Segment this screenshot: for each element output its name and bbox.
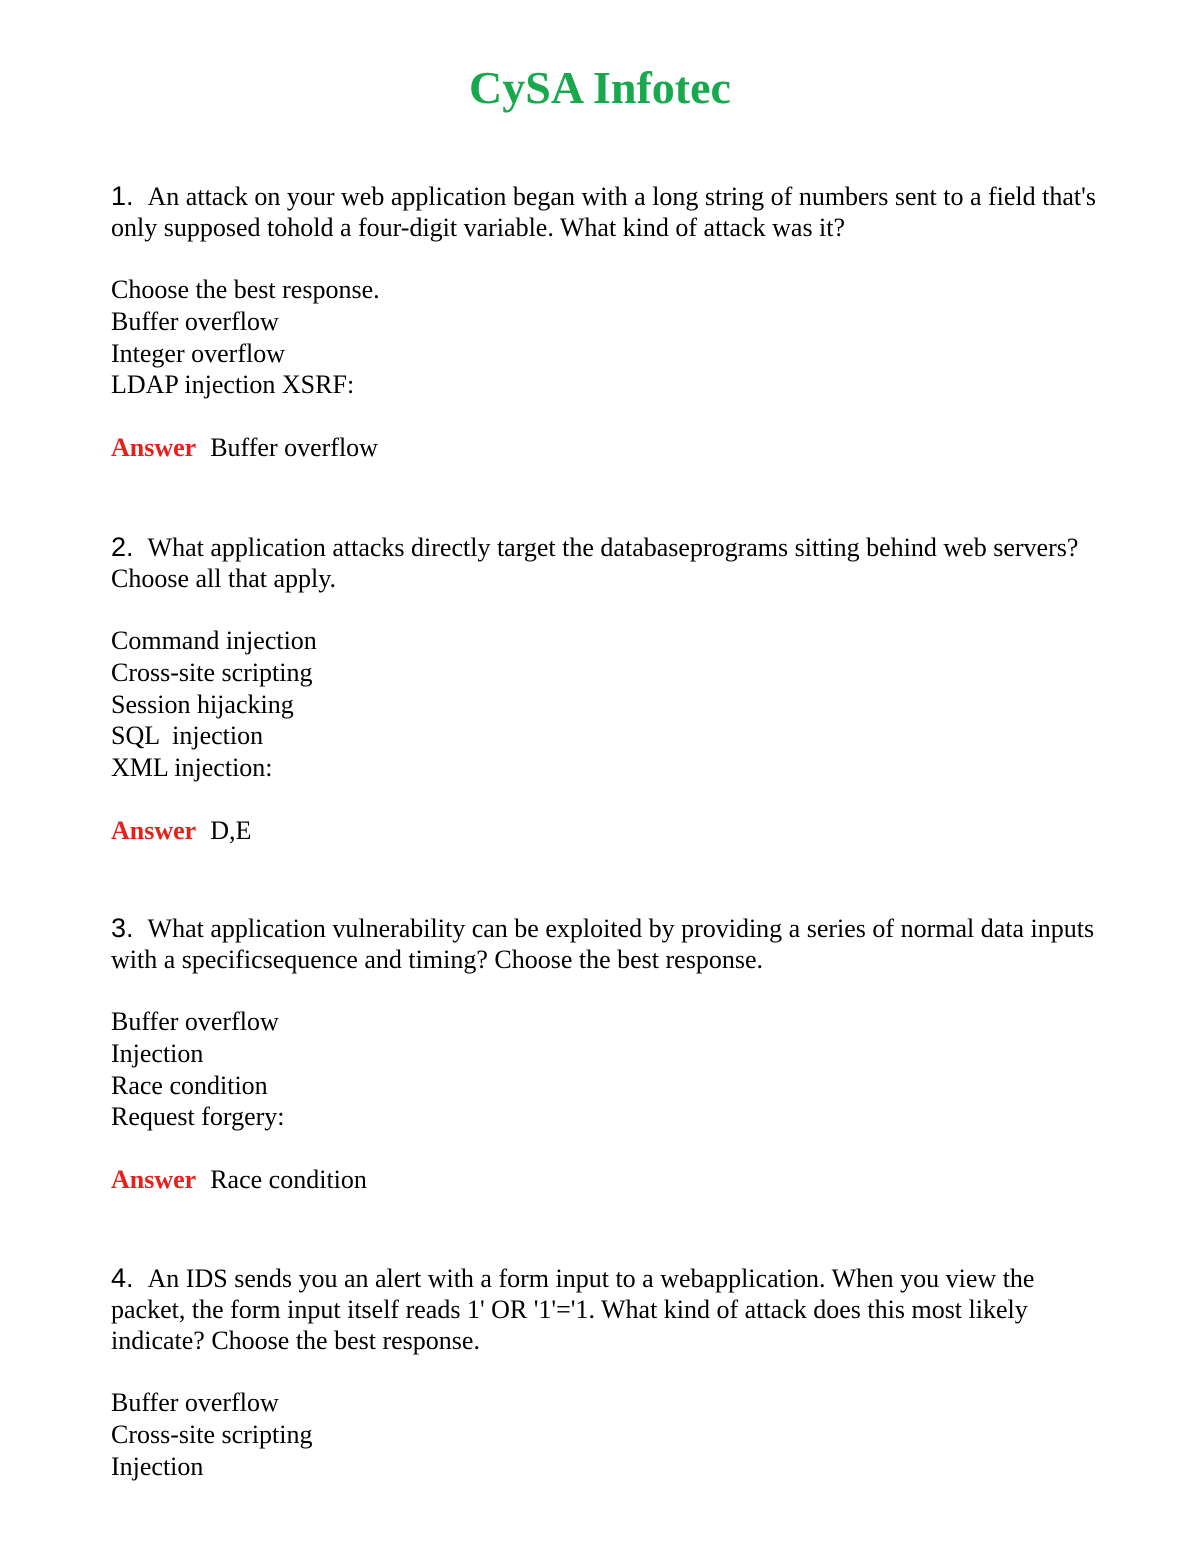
options-list xyxy=(111,274,1101,401)
option-item: Integer overflow xyxy=(111,338,285,368)
question-number: 2. xyxy=(111,532,134,562)
option-item: Command injection xyxy=(111,626,317,655)
question-block-4 xyxy=(111,1263,1101,1482)
question-2 xyxy=(111,532,1101,594)
question-block-1 xyxy=(111,181,1101,463)
option-item: Choose the best response. xyxy=(111,275,380,304)
option-item: Injection xyxy=(111,1451,204,1481)
answer-line xyxy=(111,432,1101,463)
answer-label: Answer xyxy=(111,1165,197,1195)
question-text: What application attacks directly target the databaseprograms sitting behind web servers? Choose all that apply. xyxy=(111,533,1079,593)
options-list xyxy=(111,625,1101,784)
option-item: Cross-site scripting xyxy=(111,657,313,687)
options-list xyxy=(111,1387,1101,1482)
answer-label: Answer xyxy=(111,433,197,463)
option-item: Buffer overflow xyxy=(111,1007,279,1036)
question-text: An attack on your web application began with a long string of numbers sent to a field that's only supposed tohold a four-digit variable. What kind of attack was it? xyxy=(111,182,1096,242)
option-item: Session hijacking xyxy=(111,689,294,719)
option-item: Injection xyxy=(111,1038,204,1068)
answer-value: Race condition xyxy=(210,1165,367,1195)
option-item: Cross-site scripting xyxy=(111,1419,313,1449)
answer-value: D,E xyxy=(210,815,252,845)
answer-line xyxy=(111,1164,1101,1195)
document-title: CySA Infotec xyxy=(469,62,731,113)
question-3 xyxy=(111,913,1101,975)
question-number: 3. xyxy=(111,913,134,943)
question-4 xyxy=(111,1263,1101,1356)
question-1 xyxy=(111,181,1101,243)
option-item: Race condition xyxy=(111,1070,268,1100)
question-block-2 xyxy=(111,532,1101,846)
answer-value: Buffer overflow xyxy=(210,433,378,463)
question-number: 1. xyxy=(111,181,134,211)
option-item: LDAP injection XSRF: xyxy=(111,370,355,400)
answer-line xyxy=(111,815,1101,846)
question-block-3 xyxy=(111,913,1101,1195)
question-text: What application vulnerability can be exploited by providing a series of normal data inputs with a specificsequence and timing? Choose the best response. xyxy=(111,914,1095,974)
question-number: 4. xyxy=(111,1263,134,1293)
options-list xyxy=(111,1006,1101,1133)
option-item: Buffer overflow xyxy=(111,306,279,336)
option-item: Buffer overflow xyxy=(111,1388,279,1417)
option-item: XML injection: xyxy=(111,753,273,783)
answer-label: Answer xyxy=(111,815,197,845)
option-item: SQL injection xyxy=(111,721,264,751)
question-text: An IDS sends you an alert with a form input to a webapplication. When you view the packet, the form input itself reads 1' OR '1'='1. What kind of attack does this most likely indicate? Choose the best response. xyxy=(111,1264,1035,1355)
option-item: Request forgery: xyxy=(111,1102,285,1132)
